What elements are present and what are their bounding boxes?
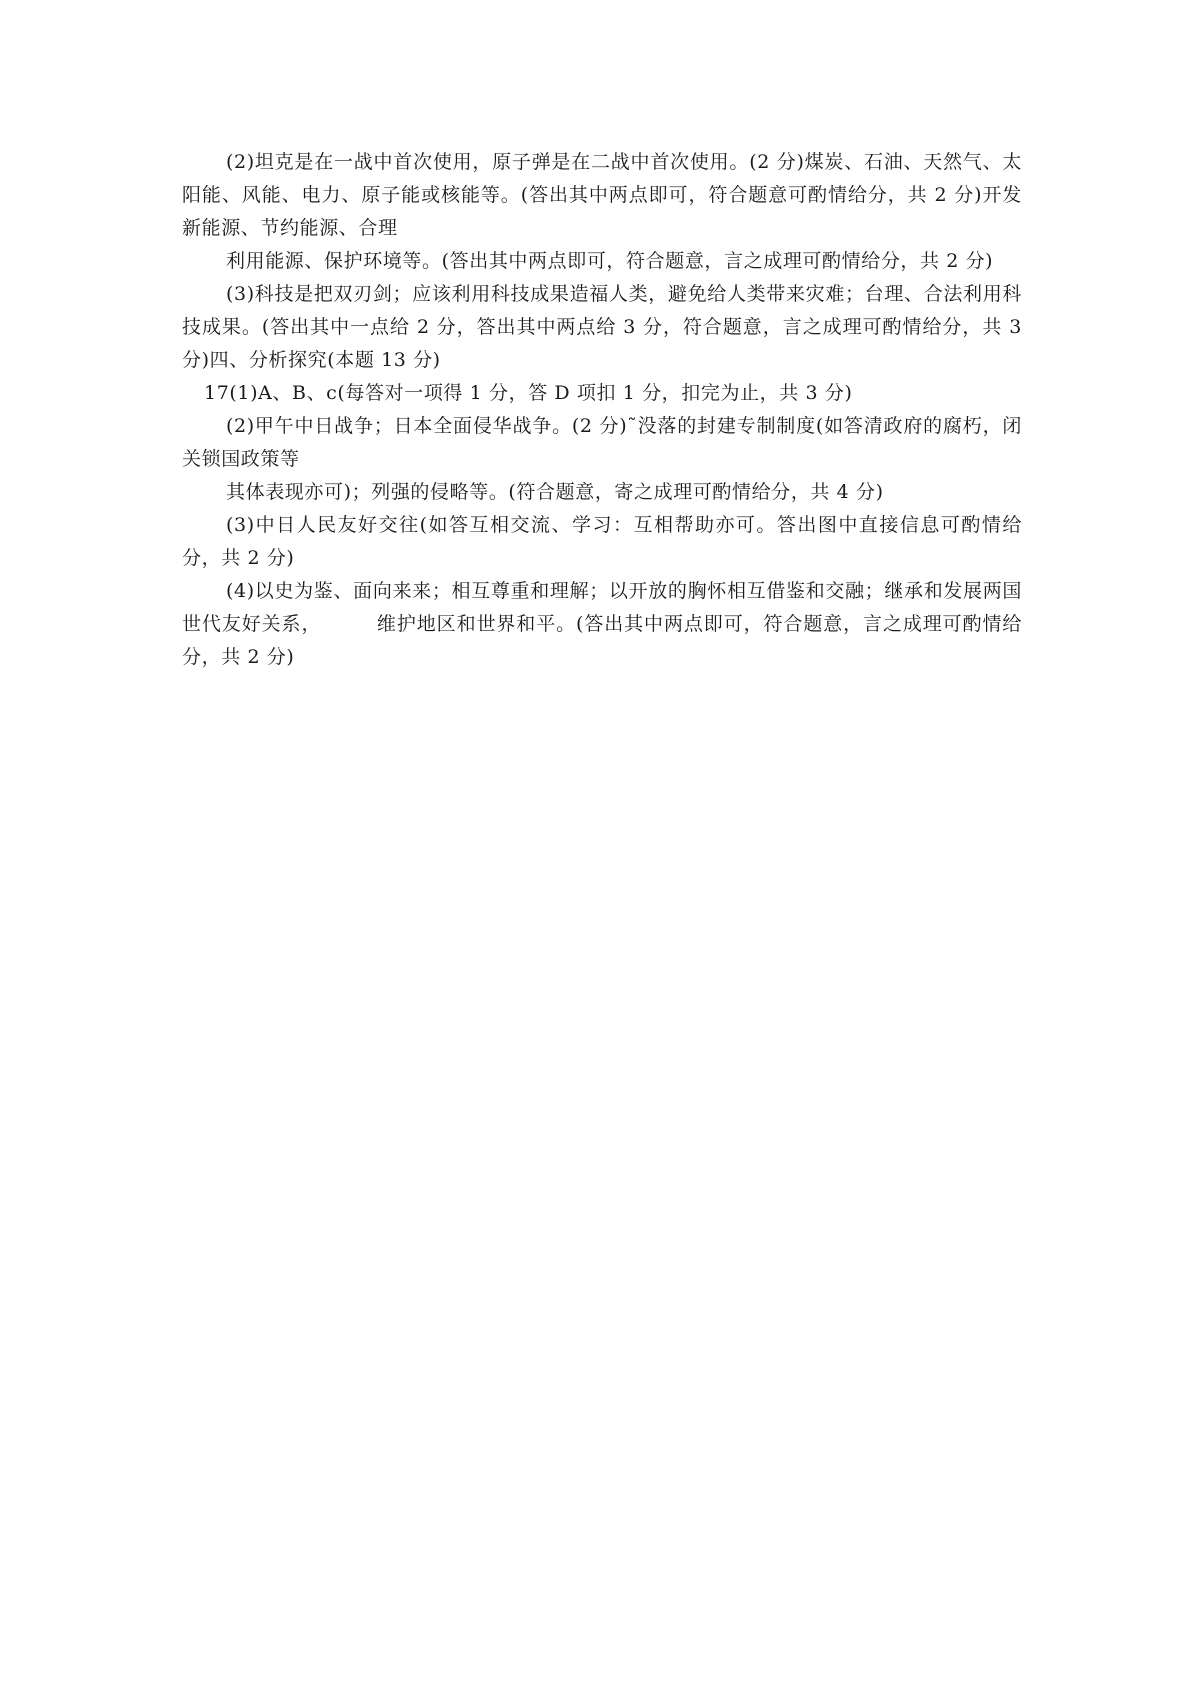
paragraph-q17-4: (4)以史为鉴、面向来来；相互尊重和理解；以开放的胸怀相互借鉴和交融；继承和发展两国世代友好关系， 维护地区和世界和平。(答出其中两点即可，符合题意，言之成理可酌情给分，共 2 分): [182, 580, 1022, 668]
paragraph-q16-3: (3)科技是把双刃剑；应该利用科技成果造福人类，避免给人类带来灾难；台理、合法利用科技成果。(答出其中一点给 2 分，答出其中两点给 3 分，符合题意，言之成理可酌情给分，共 3 分)四、分析探究(本题 13 分): [182, 283, 1022, 371]
paragraph-q17-2-continued: 其体表现亦可)；列强的侵略等。(符合题意，寄之成理可酌情给分，共 4 分): [226, 481, 884, 503]
paragraph-q16-2: (2)坦克是在一战中首次使用，原子弹是在二战中首次使用。(2 分)煤炭、石油、天然气、太阳能、风能、电力、原子能或核能等。(答出其中两点即可，符合题意可酌情给分，共 2 分)开发新能源、节约能源、合理: [182, 151, 1022, 239]
document-body: [182, 146, 1022, 674]
paragraph-q17-1: 17(1)A、B、c(每答对一项得 1 分，答 D 项扣 1 分，扣完为止，共 3 分): [204, 382, 853, 404]
paragraph-q17-2: (2)甲午中日战争；日本全面侵华战争。(2 分)˜没落的封建专制制度(如答清政府的腐朽，闭关锁国政策等: [182, 415, 1022, 470]
paragraph-q17-3: (3)中日人民友好交往(如答互相交流、学习：互相帮助亦可。答出图中直接信息可酌情给分，共 2 分): [182, 514, 1022, 569]
paragraph-q16-2-continued: 利用能源、保护环境等。(答出其中两点即可，符合题意，言之成理可酌情给分，共 2 分): [226, 250, 994, 272]
